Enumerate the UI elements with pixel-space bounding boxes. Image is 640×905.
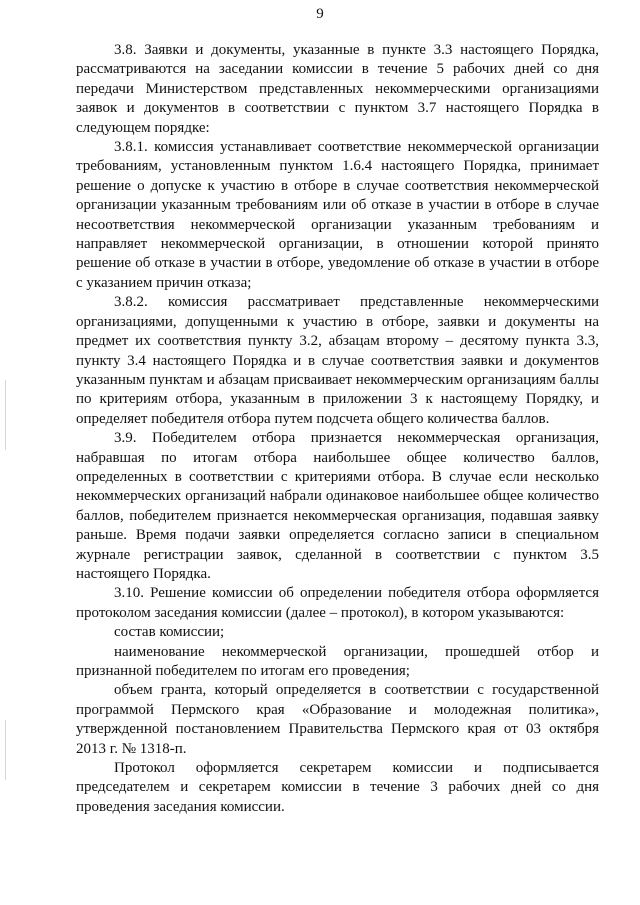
paragraph-3-8: 3.8. Заявки и документы, указанные в пункте 3.3 настоящего Порядка, рассматриваются на заседании комиссии в течение 5 рабочих дней со дня передачи Министерством представленных некоммерческими организациями заявок и документов в соответствии с пунктом 3.7 настоящего Порядка в следующем порядке: bbox=[76, 42, 599, 136]
scan-edge-mark bbox=[5, 720, 6, 780]
paragraph-protocol-signing: Протокол оформляется секретарем комиссии и подписывается председателем и секретарем комиссии в течение 3 рабочих дней со дня проведения заседания комиссии. bbox=[76, 760, 599, 815]
document-body bbox=[76, 41, 599, 817]
paragraph-3-10: 3.10. Решение комиссии об определении победителя отбора оформляется протоколом заседания комиссии (далее – протокол), в котором указываются: bbox=[76, 585, 599, 621]
paragraph-3-8-1: 3.8.1. комиссия устанавливает соответствие некоммерческой организации требованиям, установленным пунктом 1.6.4 настоящего Порядка, принимает решение о допуске к участию в отборе в случае соответствия некоммерческой организации указанным требованиям или об отказе в участии в отборе в случае несоответствия некоммерческой организации указанным требованиям и направляет некоммерческой организации, в отношении которой принято решение об отказе в участии в отборе, уведомление об отказе в участии в отборе с указанием причин отказа; bbox=[76, 139, 599, 291]
scan-edge-mark bbox=[5, 380, 6, 450]
paragraph-3-8-2: 3.8.2. комиссия рассматривает представленные некоммерческими организациями, допущенными к участию в отборе, заявки и документы на предмет их соответствия пункту 3.2, абзацам второму – десятому пункта 3.3, пункту 3.4 настоящего Порядка и в случае соответствия заявки и документов указанным пунктам и абзацам присваивает некоммерческим организациям баллы по критериям отбора, указанным в приложении 3 к настоящему Порядку, и определяет победителя отбора путем подсчета общего количества баллов. bbox=[76, 294, 599, 427]
list-item-grant-amount: объем гранта, который определяется в соответствии с государственной программой Пермского края «Образование и молодежная политика», утвержденной постановлением Правительства Пермского края от 03 октября 2013 г. № 1318-п. bbox=[76, 682, 599, 757]
paragraph-3-9: 3.9. Победителем отбора признается некоммерческая организация, набравшая по итогам отбора наибольшее общее количество баллов, определенных в соответствии с критериями отбора. В случае если несколько некоммерческих организаций набрали одинаковое наибольшее общее количество баллов, победителем признается некоммерческая организация, подавшая заявку раньше. Время подачи заявки определяется согласно записи в специальном журнале регистрации заявок, сделанной в соответствии с пунктом 3.5 настоящего Порядка. bbox=[76, 430, 599, 582]
page-number: 9 bbox=[316, 6, 324, 22]
list-item-winner-name: наименование некоммерческой организации, прошедшей отбор и признанной победителем по итогам его проведения; bbox=[76, 643, 599, 679]
list-item-commission-composition: состав комиссии; bbox=[114, 624, 225, 641]
